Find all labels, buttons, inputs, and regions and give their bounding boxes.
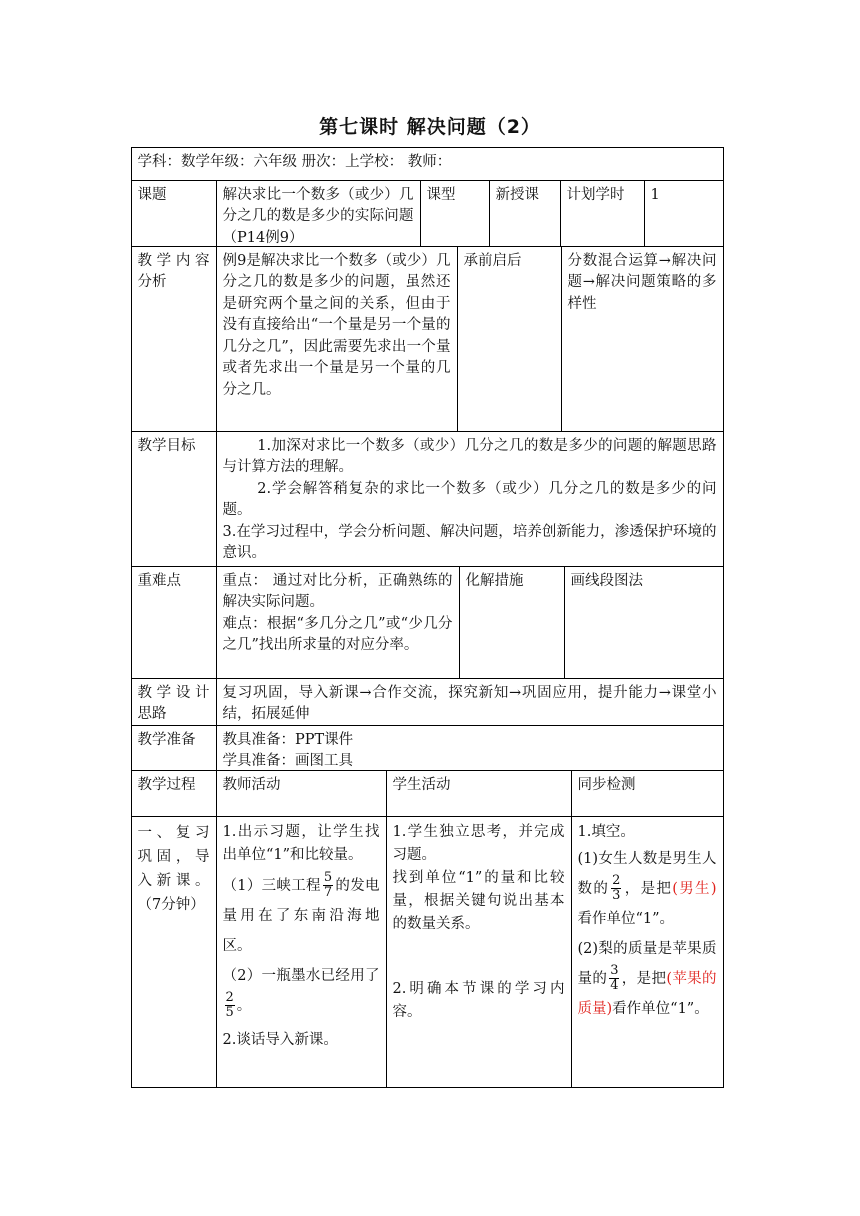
student-prep: 学具准备：画图工具 xyxy=(222,753,353,769)
planned-hours-label: 计划学时 xyxy=(560,180,645,247)
fraction-2-3: $\frac{2}{3}$ xyxy=(612,873,621,903)
focus-text: 重点： 通过对比分析，正确熟练的解决实际问题。 xyxy=(222,572,453,610)
lesson-type-label: 课型 xyxy=(420,180,490,247)
key-points-content xyxy=(216,566,460,679)
fraction-2-5: $\frac{2}{5}$ xyxy=(225,990,234,1020)
goals-content xyxy=(216,431,724,567)
student-step-1-detail: 找到单位“1”的量和比较量，根据关键句说出基本的数量关系。 xyxy=(392,869,565,932)
goal-item-2: 2.学会解答稍复杂的求比一个数多（或少）几分之几的数是多少的问题。 xyxy=(222,480,717,518)
measure-value: 画线段图法 xyxy=(564,566,724,679)
analysis-text: 例9是解决求比一个数多（或少）几分之几的数是多少的问题，虽然还是研究两个量之间的关系，但由于没有直接给出“一个量是另一个量的几分之几”，因此需要先求出一个量或者先求出一个量是另一个量的几分之几。 xyxy=(216,246,458,432)
prep-content xyxy=(216,725,724,771)
stage-1-check xyxy=(571,816,724,1088)
teacher-step-1: 1.出示习题，让学生找出单位“1”和比较量。 xyxy=(222,823,380,863)
design-text: 复习巩固，导入新课→合作交流，探究新知→巩固应用，提升能力→课堂小结，拓展延伸 xyxy=(216,678,724,726)
teacher-question-1: （1）三峡工程 $\frac{5}{7}$ 的发电量用在了东南沿海地区。 xyxy=(222,870,380,954)
student-step-2: 2.明确本节课的学习内容。 xyxy=(392,980,565,1020)
teacher-activity-header: 教师活动 xyxy=(216,770,387,817)
answer-apple-mass: (苹果的质量) xyxy=(577,970,717,1017)
bridge-text: 分数混合运算→解决问题→解决问题策略的多样性 xyxy=(561,246,724,432)
design-label: 教学设计思路 xyxy=(131,678,217,726)
prep-label: 教学准备 xyxy=(131,725,217,771)
analysis-label: 教学内容分析 xyxy=(131,246,217,432)
check-item-2: (2)梨的质量是苹果质量的 $\frac{3}{4}$ ，是把(苹果的质量)看作单位“1”。 xyxy=(577,940,717,1017)
fraction-3-4: $\frac{3}{4}$ xyxy=(610,963,619,993)
student-step-1: 1.学生独立思考，并完成习题。 xyxy=(392,823,565,863)
stage-1-label: 一、复习巩固，导入新课。（7分钟） xyxy=(131,816,217,1088)
stage-1-teacher xyxy=(216,816,387,1088)
goals-label: 教学目标 xyxy=(131,431,217,567)
difficulty-text: 难点：根据“多几分之几”或“少几分之几”找出所求量的对应分率。 xyxy=(222,615,453,653)
header-info-row: 学科：数学年级：六年级 册次：上学校： 教师： xyxy=(131,147,724,181)
planned-hours-value: 1 xyxy=(644,180,724,247)
key-points-label: 重难点 xyxy=(131,566,217,679)
fraction-5-7: $\frac{5}{7}$ xyxy=(323,870,333,900)
teacher-prep: 教具准备：PPT课件 xyxy=(222,731,354,748)
teacher-question-2: （2）一瓶墨水已经用了 $\frac{2}{5}$ 。 xyxy=(222,967,380,1020)
topic-label: 课题 xyxy=(131,180,217,247)
teacher-step-2: 2.谈话导入新课。 xyxy=(222,1031,338,1048)
stage-1-student xyxy=(386,816,572,1088)
page-title: 第七课时 解决问题（2） xyxy=(319,116,541,138)
answer-male: (男生) xyxy=(672,880,717,897)
goal-item-3: 3.在学习过程中，学会分析问题、解决问题，培养创新能力，渗透保护环境的意识。 xyxy=(222,523,717,561)
process-label: 教学过程 xyxy=(131,770,217,817)
check-item-1: (1)女生人数是男生人数的 $\frac{2}{3}$ ，是把(男生)看作单位“1”。 xyxy=(577,850,717,927)
measure-label: 化解措施 xyxy=(459,566,565,679)
sync-check-header: 同步检测 xyxy=(571,770,724,817)
goal-item-1: 1.加深对求比一个数多（或少）几分之几的数是多少的问题的解题思路与计算方法的理解。 xyxy=(222,437,717,475)
topic-value: 解决求比一个数多（或少）几分之几的数是多少的实际问题（P14例9） xyxy=(216,180,421,247)
check-heading: 1.填空。 xyxy=(577,823,635,840)
student-activity-header: 学生活动 xyxy=(386,770,572,817)
bridge-label: 承前启后 xyxy=(457,246,562,432)
lesson-type-value: 新授课 xyxy=(489,180,561,247)
